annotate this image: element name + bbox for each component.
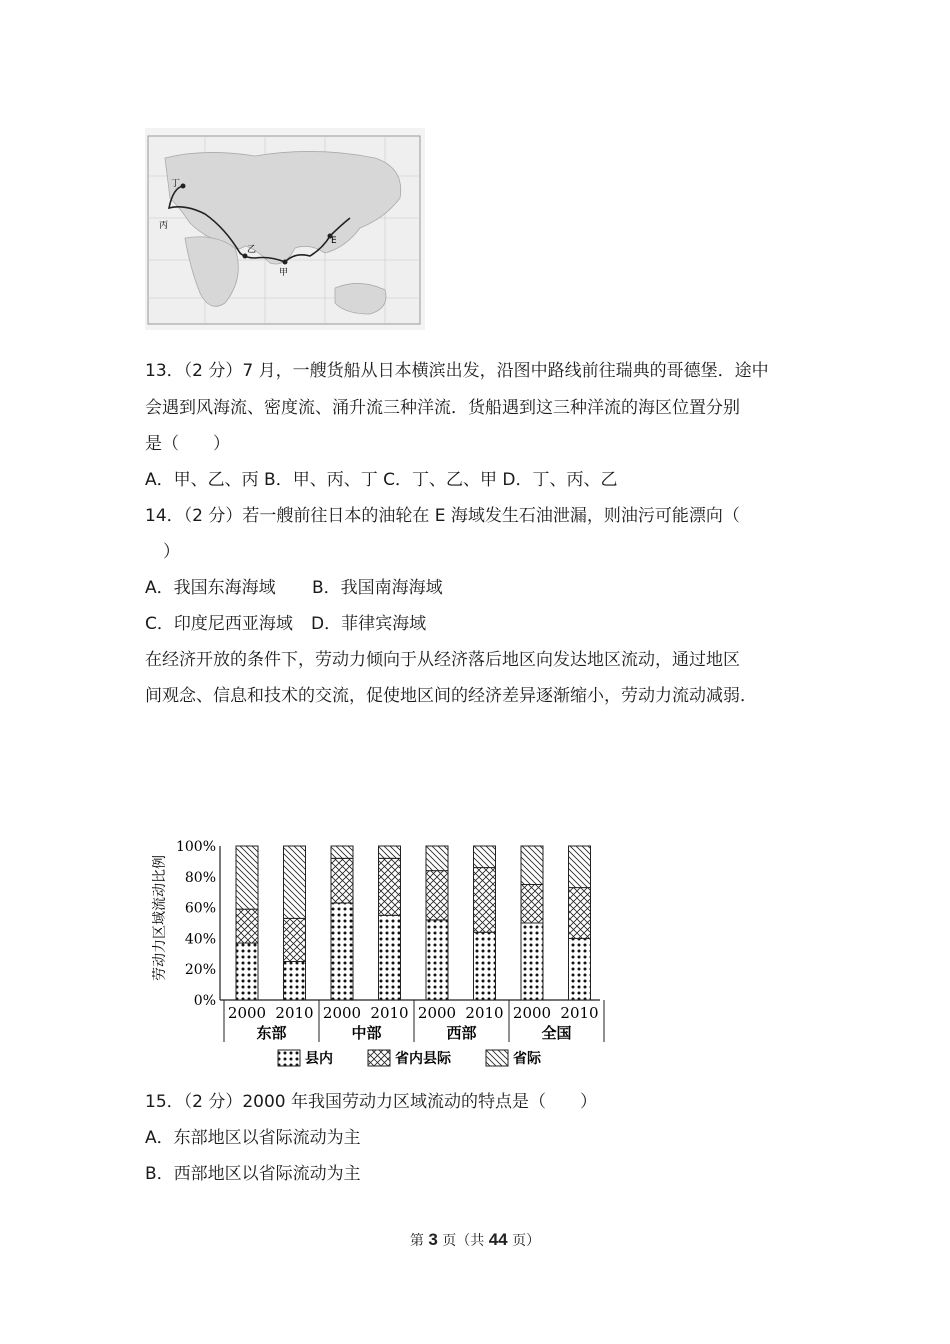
q14-option-c: C．印度尼西亚海域 xyxy=(145,614,293,634)
footer-page-number: 3 xyxy=(428,1230,438,1249)
q13-options: A．甲、乙、丙 B．甲、丙、丁 C．丁、乙、甲 D．丁、丙、乙 xyxy=(145,470,618,490)
q15-option-b: B．西部地区以省际流动为主 xyxy=(145,1164,361,1184)
bar-segment-省内县际 xyxy=(426,871,448,920)
footer-prefix: 第 xyxy=(409,1233,429,1249)
bar-segment-县内 xyxy=(331,903,353,1000)
x-tick-label: 2000 xyxy=(322,1004,362,1022)
passage-line2: 间观念、信息和技术的交流，促使地区间的经济差异逐渐缩小，劳动力流动减弱． xyxy=(145,686,757,706)
bar-segment-省内县际 xyxy=(236,909,258,943)
footer-mid: 页（共 xyxy=(437,1233,489,1249)
q14-option-d: D．菲律宾海域 xyxy=(311,614,427,634)
footer-total-pages: 44 xyxy=(488,1230,508,1249)
bar-segment-省际 xyxy=(236,846,258,909)
x-tick-label: 2010 xyxy=(370,1004,409,1022)
bar-segment-省际 xyxy=(474,846,496,868)
chart-svg xyxy=(150,828,610,1074)
map-label-ding: 丁 xyxy=(171,179,181,189)
q15-option-a: A．东部地区以省际流动为主 xyxy=(145,1128,361,1148)
y-axis-label: 劳动力区域流动比例 xyxy=(152,855,168,981)
map-label-e: E xyxy=(331,236,337,246)
y-tick-label: 20% xyxy=(184,962,216,979)
q14-stem-line1: 14．（2 分）若一艘前往日本的油轮在 E 海域发生石油泄漏，则油污可能漂向（ xyxy=(145,506,740,526)
map-label-bing: 丙 xyxy=(159,221,169,231)
bar-segment-省际 xyxy=(379,846,401,858)
q15-stem: 15．（2 分）2000 年我国劳动力区域流动的特点是（ ） xyxy=(145,1092,598,1112)
bar-segment-县内 xyxy=(284,962,306,1001)
legend-swatch xyxy=(486,1050,508,1066)
q14-stem-line2: ） xyxy=(163,542,180,562)
group-label: 全国 xyxy=(541,1024,572,1042)
legend-swatch xyxy=(278,1050,300,1066)
q14-option-a: A．我国东海海域 xyxy=(145,578,276,598)
bar-segment-县内 xyxy=(426,920,448,1000)
bar-segment-县内 xyxy=(521,923,543,1000)
world-route-map xyxy=(145,128,425,330)
legend-swatch xyxy=(368,1050,390,1066)
x-tick-label: 2010 xyxy=(275,1004,314,1022)
bar-segment-县内 xyxy=(236,943,258,1000)
x-tick-label: 2000 xyxy=(227,1004,267,1022)
y-tick-label: 80% xyxy=(184,869,216,886)
bar-segment-省内县际 xyxy=(569,888,591,939)
page-footer xyxy=(0,1230,950,1250)
x-tick-label: 2000 xyxy=(512,1004,552,1022)
bar-segment-省际 xyxy=(284,846,306,918)
bar-segment-省际 xyxy=(426,846,448,871)
y-tick-label: 100% xyxy=(175,839,216,855)
bar-segment-县内 xyxy=(379,915,401,1000)
bar-segment-省际 xyxy=(521,846,543,885)
map-svg xyxy=(145,128,425,330)
bar-segment-省际 xyxy=(569,846,591,888)
y-tick-label: 40% xyxy=(184,931,216,948)
q13-stem-line1: 13．（2 分）7 月，一艘货船从日本横滨出发，沿图中路线前往瑞典的哥德堡．途中 xyxy=(145,361,769,381)
bar-segment-省内县际 xyxy=(331,858,353,903)
bar-segment-省内县际 xyxy=(521,885,543,924)
bar-segment-县内 xyxy=(474,932,496,1000)
passage-line1: 在经济开放的条件下，劳动力倾向于从经济落后地区向发达地区流动，通过地区 xyxy=(145,650,740,670)
bar-segment-县内 xyxy=(569,938,591,1000)
x-tick-label: 2000 xyxy=(417,1004,457,1022)
y-tick-label: 0% xyxy=(193,993,216,1009)
map-label-jia: 甲 xyxy=(279,268,289,278)
bar-segment-省际 xyxy=(331,846,353,858)
bar-segment-省内县际 xyxy=(474,868,496,933)
x-tick-label: 2010 xyxy=(465,1004,504,1022)
q13-stem-line2: 会遇到风海流、密度流、涌升流三种洋流．货船遇到这三种洋流的海区位置分别 xyxy=(145,398,740,418)
y-tick-label: 60% xyxy=(184,900,216,917)
group-label: 东部 xyxy=(256,1024,287,1042)
q13-stem-line3: 是（ ） xyxy=(145,434,230,454)
map-label-yi: 乙 xyxy=(247,245,257,255)
legend-label: 县内 xyxy=(305,1051,333,1067)
bar-segment-省内县际 xyxy=(379,858,401,915)
legend-label: 省际 xyxy=(513,1051,541,1067)
group-label: 西部 xyxy=(446,1024,477,1042)
legend-label: 省内县际 xyxy=(395,1051,451,1067)
labor-flow-chart xyxy=(150,828,610,1074)
x-tick-label: 2010 xyxy=(560,1004,599,1022)
q14-option-b: B．我国南海海域 xyxy=(312,578,443,598)
group-label: 中部 xyxy=(351,1024,382,1042)
bar-segment-省内县际 xyxy=(284,918,306,961)
footer-suffix: 页） xyxy=(507,1233,541,1249)
